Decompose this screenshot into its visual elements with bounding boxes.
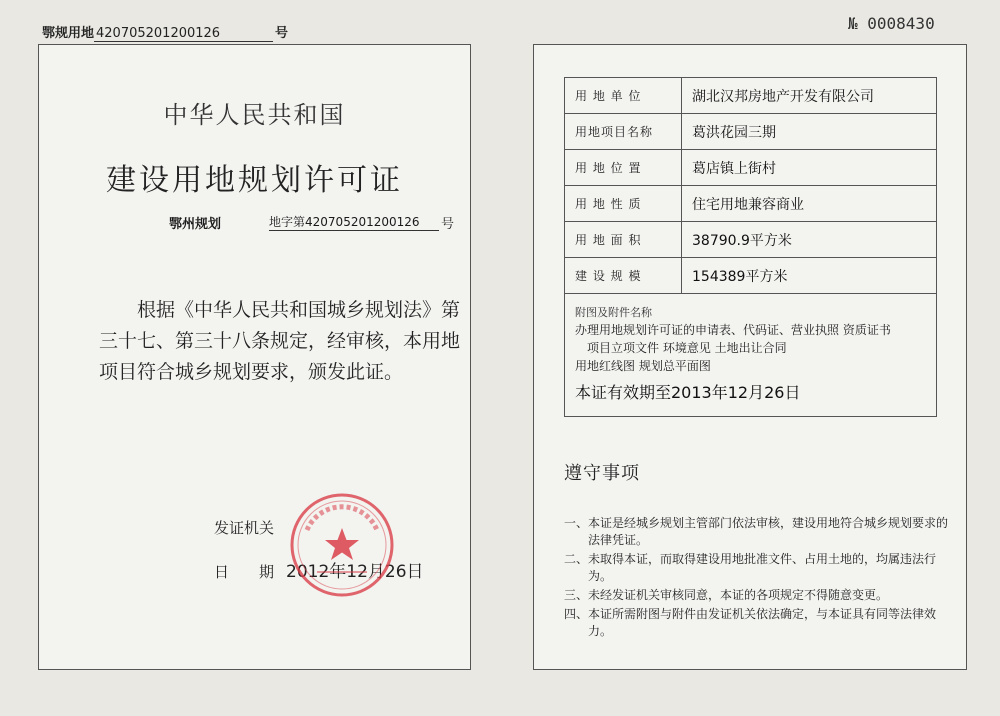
rule-item — [564, 606, 949, 640]
rule-number: 二、 — [564, 552, 589, 566]
rule-text: 本证是经城乡规划主管部门依法审核，建设用地符合城乡规划要求的法律凭证。 — [588, 516, 949, 547]
rule-text: 未经发证机关审核同意，本证的各项规定不得随意变更。 — [588, 588, 889, 602]
table-row — [565, 222, 937, 258]
field-value: 湖北汉邦房地产开发有限公司 — [682, 78, 937, 114]
attachments-label: 附图及附件名称 — [575, 306, 652, 319]
rule-number: 四、 — [564, 607, 589, 621]
land-info-table — [564, 77, 937, 417]
rule-text: 未取得本证，而取得建设用地批准文件、占用土地的，均属违法行为。 — [588, 552, 937, 583]
certificate-number-label: 地字第 — [269, 215, 306, 229]
field-value: 154389平方米 — [682, 258, 937, 294]
document-number-value: 420705201200126 — [94, 26, 273, 42]
country-name: 中华人民共和国 — [163, 101, 346, 129]
serial-number: № 0008430 — [848, 14, 935, 33]
field-value: 葛洪花园三期 — [682, 114, 937, 150]
table-row — [565, 150, 937, 186]
rule-item — [564, 551, 949, 585]
field-label: 用 地 单 位 — [565, 78, 682, 114]
body-line: 项目符合城乡规划要求，颁发此证。 — [99, 361, 404, 383]
rule-number: 三、 — [564, 588, 589, 602]
certificate-number-field — [269, 213, 439, 231]
certificate-right-page — [533, 44, 967, 670]
certificate-body — [99, 295, 461, 388]
rule-text: 本证所需附图与附件由发证机关依法确定，与本证具有同等法律效力。 — [588, 607, 937, 638]
attachment-line: 办理用地规划许可证的申请表、代码证、营业执照 资质证书 — [575, 323, 891, 337]
official-seal-icon — [287, 490, 397, 600]
issuing-authority-label: 发证机关 — [214, 519, 275, 537]
rule-item — [564, 587, 949, 604]
field-label: 用 地 位 置 — [565, 150, 682, 186]
certificate-number-suffix: 号 — [441, 217, 455, 232]
rules-list — [564, 515, 949, 642]
issue-date-label: 日 期 — [214, 563, 275, 581]
rule-number: 一、 — [564, 516, 589, 530]
document-number — [42, 22, 288, 42]
document-number-suffix: 号 — [275, 26, 289, 41]
field-value: 住宅用地兼容商业 — [682, 186, 937, 222]
validity-period: 本证有效期至2013年12月26日 — [575, 383, 801, 402]
certificate-number-value: 420705201200126 — [305, 215, 420, 229]
issue-date-value: 2012年12月26日 — [286, 562, 424, 582]
rule-item — [564, 515, 949, 549]
field-value: 葛店镇上街村 — [682, 150, 937, 186]
field-label: 建 设 规 模 — [565, 258, 682, 294]
certificate-left-page — [38, 44, 471, 670]
attachments-row — [565, 294, 937, 417]
attachment-line: 用地红线图 规划总平面图 — [575, 359, 711, 373]
field-label: 用 地 性 质 — [565, 186, 682, 222]
table-row — [565, 78, 937, 114]
body-line: 根据《中华人民共和国城乡规划法》第 — [137, 299, 461, 321]
certificate-title: 建设用地规划许可证 — [106, 163, 403, 198]
field-label: 用 地 面 积 — [565, 222, 682, 258]
table-row — [565, 114, 937, 150]
field-label: 用地项目名称 — [565, 114, 682, 150]
document-number-prefix: 鄂规用地 — [42, 26, 95, 41]
table-row — [565, 186, 937, 222]
certificate-number-prefix: 鄂州规划 — [169, 217, 222, 232]
table-row — [565, 258, 937, 294]
body-line: 三十七、第三十八条规定，经审核，本用地 — [99, 330, 461, 352]
field-value: 38790.9平方米 — [682, 222, 937, 258]
certificate-number — [169, 213, 459, 232]
rules-title: 遵守事项 — [564, 463, 640, 484]
attachment-line: 项目立项文件 环境意见 土地出让合同 — [587, 341, 787, 355]
attachments-cell — [565, 294, 937, 417]
